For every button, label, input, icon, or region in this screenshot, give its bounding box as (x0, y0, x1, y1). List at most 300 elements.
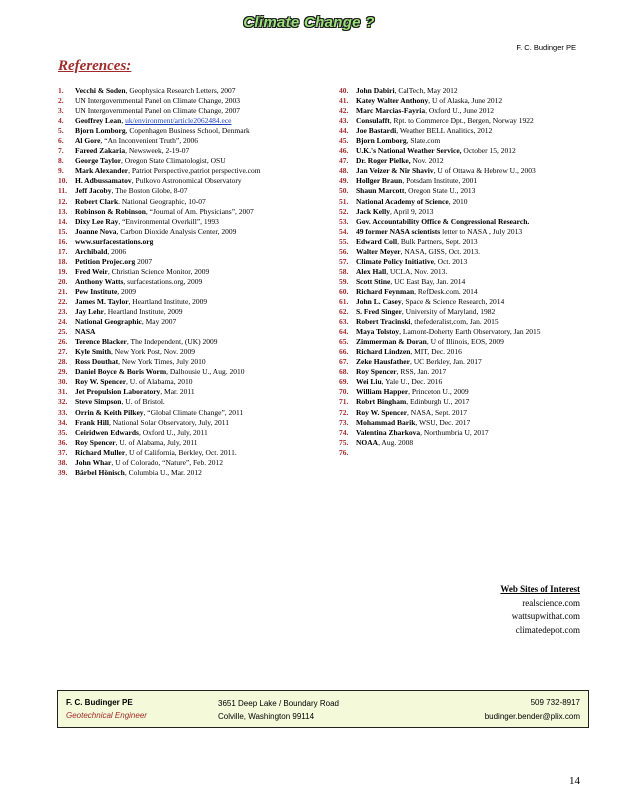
reference-text (356, 317, 499, 327)
reference-source-name: Mark Alexander (75, 166, 129, 176)
reference-source-name: Jack Kelly (356, 206, 390, 216)
reference-number: 30. (58, 377, 68, 387)
reference-item (58, 418, 328, 428)
reference-source-name: John Dabiri (356, 86, 395, 95)
reference-source-name: Richard Muller (75, 447, 126, 457)
footer-address-line1: 3651 Deep Lake / Boundary Road (218, 699, 339, 708)
reference-number: 60. (339, 286, 349, 296)
reference-item (339, 418, 594, 428)
reference-text (356, 86, 458, 96)
reference-details: , University of Maryland, 1982 (401, 307, 496, 317)
reference-source-name: www.surfacestations.org (75, 236, 154, 246)
reference-details: UN Intergovernmental Panel on Climate Change, 2007 (75, 106, 241, 116)
reference-source-name: Wei Liu (356, 377, 382, 387)
reference-text (356, 347, 462, 357)
reference-number: 41. (339, 96, 349, 106)
reference-number: 75. (339, 437, 349, 447)
reference-number: 1. (58, 86, 64, 95)
reference-source-name: Vecchi & Soden (75, 86, 126, 95)
reference-text (356, 146, 516, 156)
reference-number: 20. (58, 276, 68, 286)
reference-number: 32. (58, 397, 68, 407)
reference-details: , Heartland Institute, 2009 (128, 296, 208, 306)
reference-details: , UC East Bay, Jan. 2014 (390, 276, 466, 286)
reference-details: , 2010 (448, 196, 468, 206)
reference-number: 21. (58, 286, 68, 296)
reference-source-name: Jet Propulsion Laboratory (75, 387, 161, 397)
reference-text (356, 176, 477, 186)
reference-item (339, 106, 594, 116)
reference-text (75, 357, 206, 367)
reference-source-name: Joanne Nova (75, 226, 117, 236)
reference-text (356, 428, 489, 438)
reference-source-name: Zimmerman & Doran (356, 337, 427, 347)
reference-item (339, 186, 594, 196)
reference-number: 3. (58, 106, 64, 116)
reference-number: 48. (339, 166, 349, 176)
web-sites-heading: Web Sites of Interest (500, 584, 580, 594)
reference-number: 37. (58, 447, 68, 457)
reference-item (58, 86, 328, 96)
reference-text (75, 267, 209, 277)
reference-source-name: Dixy Lee Ray (75, 216, 119, 226)
footer-email[interactable]: budinger.bender@plix.com (484, 712, 580, 721)
reference-text (356, 267, 447, 277)
reference-source-name: Anthony Watts (75, 276, 124, 286)
reference-source-name: Dr. Roger Pielke, (356, 156, 411, 166)
reference-number: 59. (339, 276, 349, 286)
reference-item (58, 106, 328, 116)
reference-text (75, 428, 208, 438)
reference-details: , Northumbria U, 2017 (420, 427, 489, 437)
reference-details: UN Intergovernmental Panel on Climate Change, 2003 (75, 96, 241, 106)
reference-item (339, 357, 594, 367)
reference-number: 6. (58, 136, 64, 146)
reference-details: , Newsweek, 2-19-07 (125, 146, 190, 156)
reference-item (58, 217, 328, 227)
reference-details: , Potsdam Institute, 2001 (402, 176, 478, 186)
reference-details: , “Journal of Am. Physicians”, 2007 (145, 206, 254, 216)
reference-source-name: Katey Walter Anthony (356, 96, 429, 106)
reference-details: , Christian Science Monitor, 2009 (107, 266, 210, 276)
reference-text (75, 307, 183, 317)
reference-text (75, 418, 229, 428)
reference-number: 45. (339, 136, 349, 146)
reference-source-name: Jan Veizer & Nir Shaviv (356, 166, 434, 176)
reference-number: 15. (58, 226, 68, 236)
reference-number: 25. (58, 327, 68, 337)
reference-text (75, 136, 198, 146)
reference-item (58, 277, 328, 287)
reference-source-name: Robinson & Robinson (75, 206, 146, 216)
reference-details: , Geophysica Research Letters, 2007 (125, 86, 236, 95)
reference-details: , Princeton U., 2009 (408, 387, 469, 397)
reference-source-name: Climate Policy Initiative (356, 256, 434, 266)
reference-text (356, 408, 467, 418)
reference-item (58, 317, 328, 327)
reference-text (356, 307, 495, 317)
reference-number: 74. (339, 427, 349, 437)
reference-text (75, 337, 218, 347)
reference-item (58, 438, 328, 448)
web-site-link[interactable]: climatedepot.com (515, 624, 580, 635)
reference-details: , U of Ottawa & Hebrew U., 2003 (433, 166, 536, 176)
reference-details: , UCLA, Nov. 2013. (386, 266, 448, 276)
reference-item (339, 287, 594, 297)
reference-text (356, 377, 442, 387)
reference-details: , Oct. 2013 (433, 256, 468, 266)
reference-source-name: National Geographic (75, 317, 142, 327)
reference-number: 66. (339, 347, 349, 357)
reference-item (58, 227, 328, 237)
reference-details: , Mar. 2011 (160, 387, 195, 397)
reference-item (339, 307, 594, 317)
footer-name: F. C. Budinger PE (66, 698, 133, 707)
reference-item (58, 327, 328, 337)
reference-details: , New York Times, July 2010 (118, 357, 206, 367)
reference-text (75, 438, 198, 448)
reference-source-name: Jay Lehr (75, 307, 104, 317)
reference-number: 23. (58, 307, 68, 317)
reference-number: 8. (58, 156, 64, 166)
reference-text (75, 106, 240, 116)
reference-text (75, 116, 231, 126)
reference-item (58, 257, 328, 267)
reference-details: , 2006 (107, 246, 127, 256)
reference-number: 4. (58, 116, 64, 126)
reference-source-name: Fareed Zakaria (75, 146, 126, 156)
reference-source-name: Orrin & Keith Pilkey (75, 407, 144, 417)
reference-text (75, 86, 236, 96)
reference-details: , Dalhousie U., Aug. 2010 (166, 367, 245, 377)
reference-number: 39. (58, 467, 68, 477)
reference-number: 16. (58, 236, 68, 246)
reference-text (75, 146, 189, 156)
reference-number: 43. (339, 116, 349, 126)
reference-number: 26. (58, 337, 68, 347)
reference-number: 22. (58, 296, 68, 306)
reference-number: 27. (58, 347, 68, 357)
reference-details: , U of California, Berkley, Oct. 2011. (125, 447, 237, 457)
reference-text (356, 227, 522, 237)
page-title: Climate Change ? (243, 14, 375, 31)
reference-details: , U of Alaska, June 2012 (428, 96, 503, 106)
reference-link[interactable]: uk/environment/article2062484.ece (125, 116, 232, 126)
reference-source-name: NOAA (356, 437, 379, 447)
reference-source-name: Richard Feynman (356, 286, 415, 296)
reference-text (356, 116, 534, 126)
reference-number: 57. (339, 256, 349, 266)
reference-number: 14. (58, 216, 68, 226)
reference-source-name: NASA (75, 327, 96, 337)
reference-item (58, 126, 328, 136)
references-column-left (58, 86, 328, 478)
reference-item (58, 186, 328, 196)
reference-text (75, 397, 165, 407)
reference-text (75, 408, 243, 418)
reference-source-name: Hollger Braun (356, 176, 403, 186)
reference-item (58, 408, 328, 418)
reference-source-name: H. Adbussamatov (75, 176, 132, 186)
reference-item (58, 458, 328, 468)
reference-details: , Edinburgh U., 2017 (406, 397, 470, 407)
reference-item (339, 237, 594, 247)
reference-details: , Rpt. to Commerce Dpt., Bergen, Norway 1922 (389, 116, 534, 126)
reference-source-name: Shaun Marcott (356, 186, 405, 196)
references-heading: References: (58, 58, 132, 74)
reference-details: , “An Inconvenient Truth”, 2006 (100, 136, 198, 146)
reference-source-name: Ross Douthat (75, 357, 119, 367)
reference-item (339, 317, 594, 327)
reference-source-name: Roy W. Spencer (356, 407, 408, 417)
reference-item (58, 307, 328, 317)
reference-details: . National Geographic, 10-07 (118, 196, 206, 206)
reference-item (58, 176, 328, 186)
reference-details: , Carbon Dioxide Analysis Center, 2009 (116, 226, 237, 236)
reference-item (339, 428, 594, 438)
reference-source-name: William Happer (356, 387, 409, 397)
reference-source-name: Terence Blacker (75, 337, 127, 347)
reference-item (339, 126, 594, 136)
reference-number: 61. (339, 296, 349, 306)
reference-source-name: Al Gore (75, 136, 101, 146)
reference-text (356, 186, 475, 196)
reference-text (356, 387, 469, 397)
reference-number: 44. (339, 126, 349, 136)
reference-number: 58. (339, 266, 349, 276)
reference-source-name: National Academy of Science (356, 196, 449, 206)
reference-text (75, 448, 237, 458)
reference-number: 53. (339, 216, 349, 226)
reference-source-name: Joe Bastardi (356, 126, 397, 136)
reference-details: , RSS, Jan. 2017 (396, 367, 447, 377)
reference-source-name: Ceiridwen Edwards (75, 427, 139, 437)
reference-details: , “Global Climate Change”, 2011 (143, 407, 244, 417)
reference-source-name: U.K.'s National Weather Service, (356, 146, 462, 156)
reference-number: 52. (339, 206, 349, 216)
reference-details: , Yale U., Dec. 2016 (381, 377, 443, 387)
reference-source-name: Robert Clark (75, 196, 119, 206)
reference-text (356, 106, 494, 116)
reference-item (58, 136, 328, 146)
reference-text (356, 257, 467, 267)
reference-details: , Bulk Partners, Sept. 2013 (397, 236, 478, 246)
reference-text (75, 156, 226, 166)
footer-address-line2: Colville, Washington 99114 (218, 712, 315, 721)
reference-source-name: George Taylor (75, 156, 122, 166)
reference-text (75, 287, 136, 297)
reference-number: 63. (339, 317, 349, 327)
reference-details: , Slate.com (406, 136, 441, 146)
reference-source-name: S. Fred Singer (356, 307, 402, 317)
reference-text (75, 217, 219, 227)
reference-source-name: Steve Simpson (75, 397, 122, 407)
reference-details: , Oregon State Climatologist, OSU (121, 156, 226, 166)
reference-item (339, 377, 594, 387)
reference-item (339, 146, 594, 156)
reference-number: 31. (58, 387, 68, 397)
reference-source-name: Alex Hall (356, 266, 387, 276)
reference-text (356, 287, 478, 297)
reference-number: 55. (339, 236, 349, 246)
reference-text (356, 217, 529, 227)
reference-number: 40. (339, 86, 349, 95)
reference-details: , Copenhagen Business School, Denmark (125, 126, 250, 136)
reference-details: letter to NASA , July 2013 (440, 226, 523, 236)
reference-details: , Weather BELL Analitics, 2012 (396, 126, 493, 136)
reference-details: October 15, 2012 (461, 146, 516, 156)
reference-text (75, 257, 152, 267)
reference-text (356, 397, 469, 407)
reference-item (339, 197, 594, 207)
reference-details: , Columbia U., Mar. 2012 (124, 467, 202, 477)
reference-text (75, 277, 202, 287)
reference-details: 2007 (135, 256, 153, 266)
reference-item (58, 197, 328, 207)
reference-number: 65. (339, 337, 349, 347)
reference-text (75, 96, 240, 106)
reference-item (58, 297, 328, 307)
reference-details: , Aug. 2008 (378, 437, 414, 447)
reference-source-name: Valentina Zharkova (356, 427, 421, 437)
reference-source-name: James M. Taylor (75, 296, 129, 306)
reference-number: 70. (339, 387, 349, 397)
reference-number: 11. (58, 186, 67, 196)
reference-item (339, 408, 594, 418)
reference-details: , Oxford U., July, 2011 (138, 427, 208, 437)
reference-item (58, 267, 328, 277)
reference-text (75, 197, 206, 207)
reference-text (356, 337, 504, 347)
reference-number: 34. (58, 417, 68, 427)
reference-source-name: Marc Marcias-Fayria (356, 106, 426, 116)
reference-text (356, 357, 482, 367)
reference-text (75, 227, 236, 237)
reference-source-name: Kyle Smith (75, 347, 112, 357)
reference-number: 5. (58, 126, 64, 136)
web-site-link[interactable]: wattsupwithat.com (511, 611, 580, 621)
reference-source-name: Geoffrey Lean (75, 116, 122, 126)
reference-source-name: Richard Lindzen (356, 347, 411, 357)
reference-number: 19. (58, 266, 68, 276)
reference-item (339, 387, 594, 397)
reference-text (356, 237, 478, 247)
reference-source-name: Archibald (75, 246, 108, 256)
reference-source-name: Daniel Boyce & Boris Worm (75, 367, 167, 377)
reference-source-name: Walter Meyer (356, 246, 401, 256)
footer-phone: 509 732-8917 (530, 698, 580, 707)
reference-number: 68. (339, 367, 349, 377)
reference-text (356, 277, 465, 287)
reference-source-name: Roy W. Spencer (75, 377, 127, 387)
reference-number: 18. (58, 256, 68, 266)
reference-text (356, 96, 502, 106)
reference-text (75, 327, 95, 337)
web-site-link[interactable]: realscience.com (522, 597, 580, 608)
reference-item (58, 156, 328, 166)
reference-item (339, 166, 594, 176)
reference-source-name: Consulafft (356, 116, 390, 126)
reference-item (58, 237, 328, 247)
reference-number: 62. (339, 307, 349, 317)
reference-text (75, 247, 126, 257)
reference-details: , Oxford U., June 2012 (425, 106, 495, 116)
reference-item (58, 397, 328, 407)
reference-details: , May 2007 (141, 317, 177, 327)
reference-item (339, 227, 594, 237)
reference-number: 10. (58, 176, 68, 186)
reference-source-name: Roy Spencer (356, 367, 397, 377)
reference-item (339, 116, 594, 126)
reference-item (339, 397, 594, 407)
references-column-right (339, 86, 594, 458)
reference-text (356, 438, 413, 448)
footer-contact-box (57, 690, 589, 728)
reference-item (339, 86, 594, 96)
reference-item (339, 217, 594, 227)
reference-details: Nov. 2012 (410, 156, 444, 166)
reference-item (339, 207, 594, 217)
reference-text (75, 377, 193, 387)
reference-number: 51. (339, 196, 349, 206)
reference-number: 54. (339, 226, 349, 236)
reference-number: 36. (58, 437, 68, 447)
reference-details: , “Environmental Overkill”, 1993 (118, 216, 219, 226)
reference-item (58, 207, 328, 217)
reference-number: 12. (58, 196, 68, 206)
reference-text (75, 458, 223, 468)
reference-details: , surfacestations.org, 2009 (123, 276, 203, 286)
reference-source-name: Frank Hill (75, 417, 109, 427)
reference-number: 13. (58, 206, 68, 216)
reference-text (356, 136, 440, 146)
reference-number: 38. (58, 457, 68, 467)
reference-source-name: John L. Casey (356, 296, 402, 306)
reference-number: 24. (58, 317, 68, 327)
reference-details: , U of Colorado, “Nature”, Feb. 2012 (111, 457, 223, 467)
reference-source-name: Bjorn Lomborg (356, 136, 407, 146)
reference-item (339, 176, 594, 186)
reference-details: , CalTech, May 2012 (394, 86, 458, 95)
reference-source-name: Roy Spencer (75, 437, 116, 447)
reference-item (339, 337, 594, 347)
reference-text (75, 176, 242, 186)
reference-details: , The Independent, (UK) 2009 (126, 337, 218, 347)
reference-number: 72. (339, 407, 349, 417)
reference-details: , U. of Bristol. (121, 397, 165, 407)
reference-text (356, 247, 480, 257)
reference-number: 33. (58, 407, 68, 417)
reference-source-name: Maya Tolstoy (356, 327, 400, 337)
footer-title: Geotechnical Engineer (66, 711, 147, 720)
reference-source-name: John Whar (75, 457, 112, 467)
reference-details: , WSU, Dec. 2017 (415, 417, 471, 427)
reference-source-name: Petition Projec.org (75, 256, 136, 266)
reference-details: , New York Post, Nov. 2009 (111, 347, 195, 357)
reference-details: , UC Berkley, Jan. 2017 (409, 357, 482, 367)
reference-number: 9. (58, 166, 64, 176)
reference-item (58, 367, 328, 377)
reference-item (58, 377, 328, 387)
reference-details: , Pulkovo Astronomical Observatory (131, 176, 242, 186)
reference-details: , thefederalist,com, Jan. 2015 (410, 317, 499, 327)
reference-item (58, 347, 328, 357)
reference-item (339, 136, 594, 146)
reference-number: 71. (339, 397, 349, 407)
reference-item (339, 277, 594, 287)
reference-item (339, 257, 594, 267)
reference-item (339, 327, 594, 337)
